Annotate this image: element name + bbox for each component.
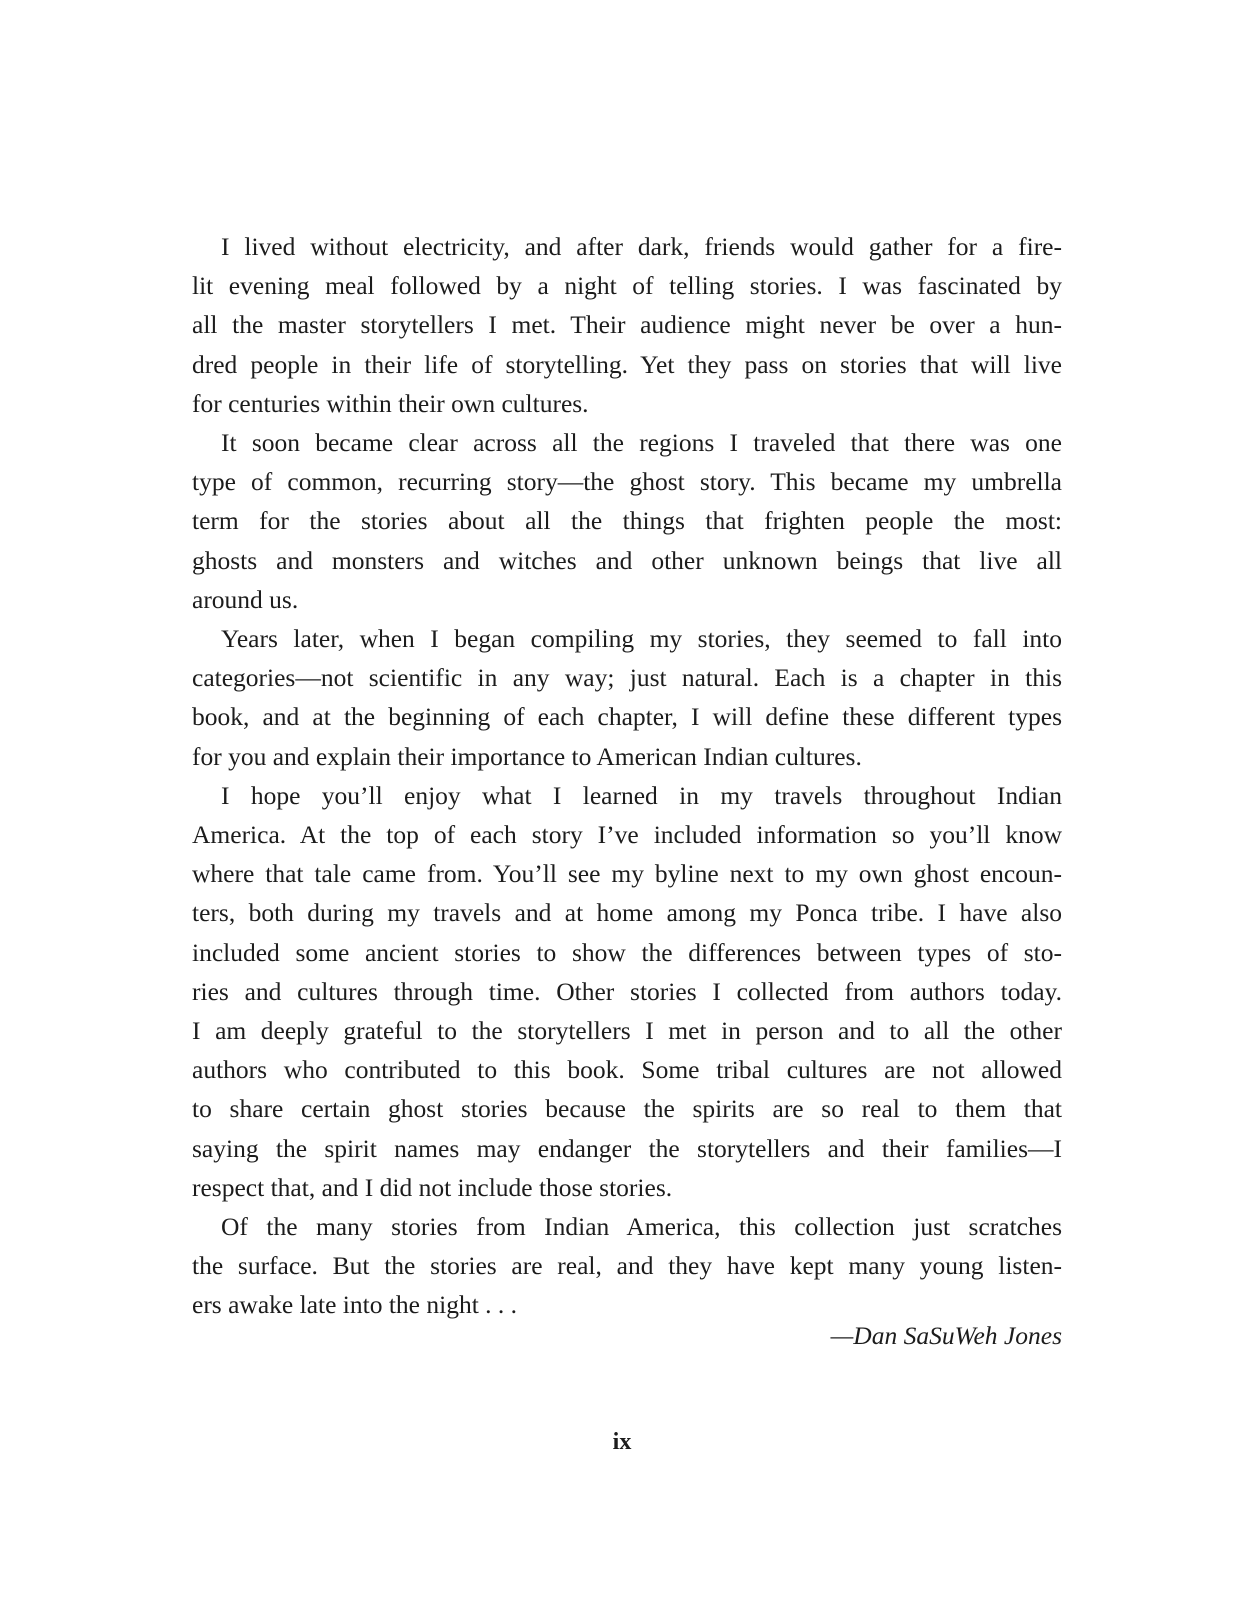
text-line: ries and cultures through time. Other stories I collected from authors today. [192, 976, 1062, 1006]
paragraph-5 [192, 1207, 1062, 1325]
author-byline: —Dan SaSuWeh Jones [830, 1321, 1062, 1350]
text-line: respect that, and I did not include those stories. [192, 1172, 673, 1202]
text-line: book, and at the beginning of each chapter, I will define these different types [192, 702, 1062, 732]
body-text [192, 227, 1062, 1325]
text-line: saying the spirit names may endanger the storytellers and their families—I [192, 1133, 1062, 1163]
text-line: authors who contributed to this book. Some tribal cultures are not allowed [192, 1055, 1062, 1085]
paragraph-4 [192, 776, 1062, 1207]
text-line: around us. [192, 584, 299, 614]
text-line: America. At the top of each story I’ve included information so you’ll know [192, 820, 1062, 850]
text-line: Of the many stories from Indian America, this collection just scratches [221, 1212, 1062, 1242]
text-line: for you and explain their importance to American Indian cultures. [192, 741, 862, 771]
page-number: ix [612, 1429, 632, 1455]
text-line: I lived without electricity, and after dark, friends would gather for a fire- [221, 232, 1062, 261]
text-line: It soon became clear across all the regions I traveled that there was one [221, 428, 1062, 458]
paragraph-3 [192, 619, 1062, 776]
text-line: lit evening meal followed by a night of telling stories. I was fascinated by [192, 271, 1062, 301]
text-line: ghosts and monsters and witches and other unknown beings that live all [192, 545, 1062, 575]
text-line: to share certain ghost stories because the spirits are so real to them that [192, 1094, 1062, 1124]
text-line: I am deeply grateful to the storytellers I met in person and to all the other [192, 1016, 1062, 1046]
text-line: ers awake late into the night . . . [192, 1290, 518, 1320]
text-line: type of common, recurring story—the ghost story. This became my umbrella [192, 467, 1062, 497]
paragraph-2 [192, 423, 1062, 619]
text-line: all the master storytellers I met. Their audience might never be over a hun- [192, 310, 1062, 340]
text-line: Years later, when I began compiling my stories, they seemed to fall into [221, 624, 1062, 654]
text-line: term for the stories about all the things that frighten people the most: [192, 506, 1062, 536]
text-line: ters, both during my travels and at home among my Ponca tribe. I have also [192, 898, 1062, 928]
text-line: dred people in their life of storytelling. Yet they pass on stories that will live [192, 349, 1062, 379]
text-line: included some ancient stories to show the differences between types of sto- [192, 937, 1062, 967]
text-line: categories—not scientific in any way; just natural. Each is a chapter in this [192, 663, 1062, 693]
text-line: I hope you’ll enjoy what I learned in my travels throughout Indian [221, 780, 1062, 810]
text-line: for centuries within their own cultures. [192, 388, 589, 418]
paragraph-1 [192, 227, 1062, 423]
text-line: where that tale came from. You’ll see my byline next to my own ghost encoun- [192, 859, 1062, 889]
text-line: the surface. But the stories are real, and they have kept many young listen- [192, 1251, 1062, 1281]
